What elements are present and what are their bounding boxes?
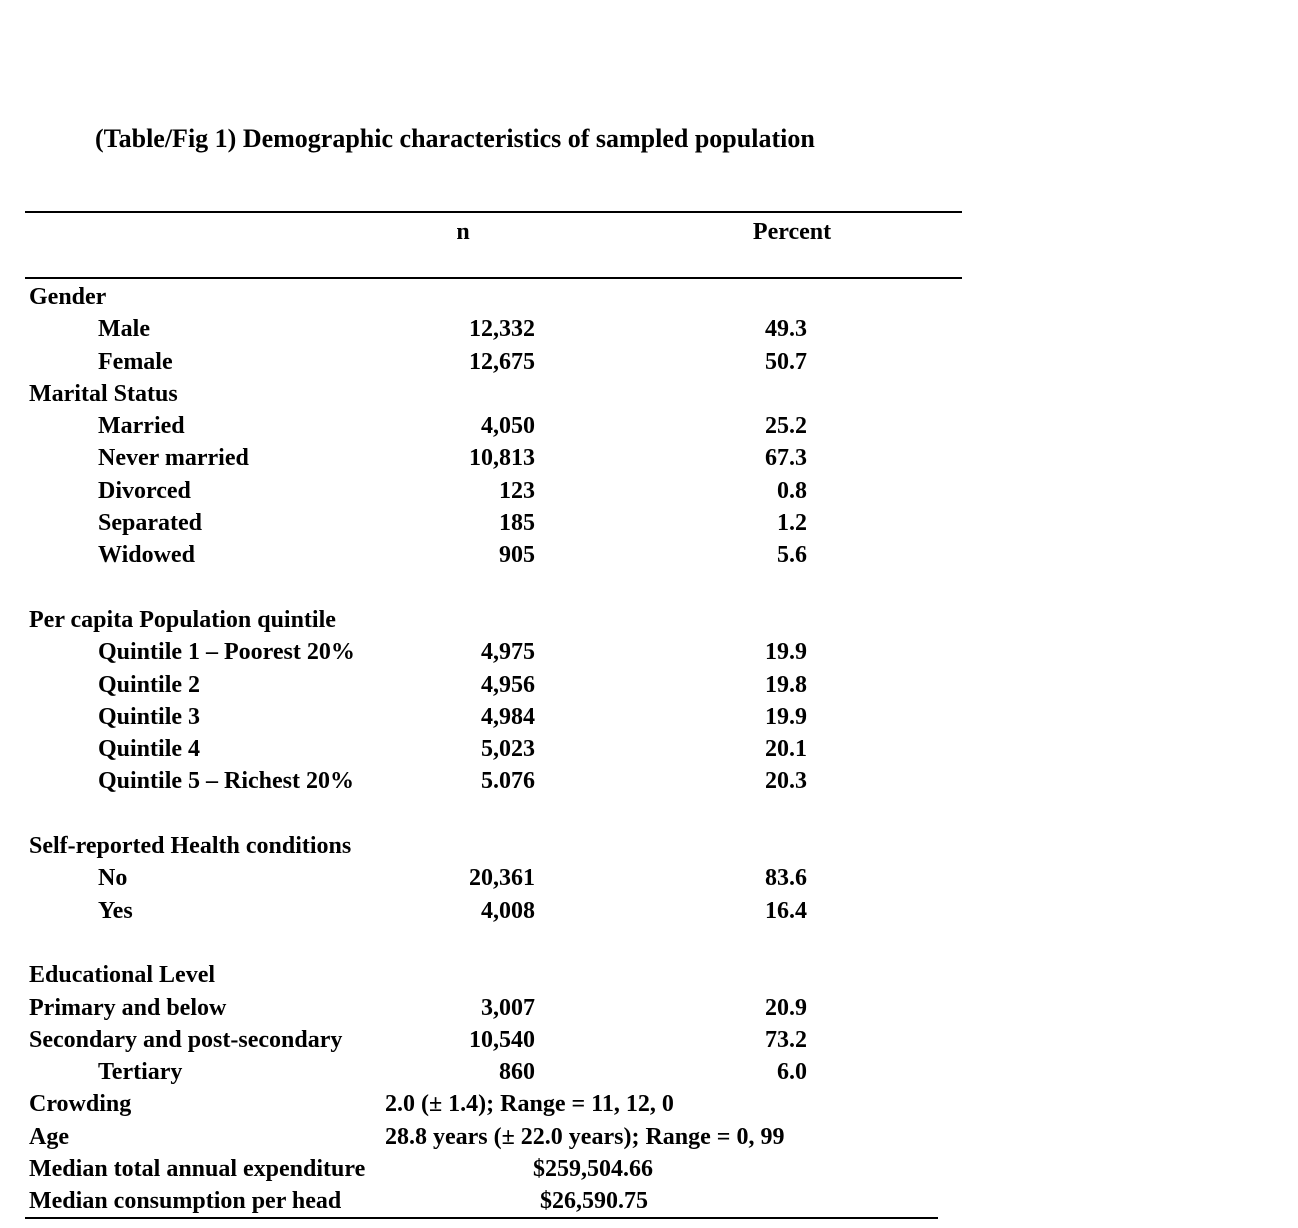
row-percent-value: 1.2 <box>777 510 807 537</box>
row-n-value: 5,023 <box>481 736 535 763</box>
row-percent-value: 19.8 <box>765 671 807 698</box>
row-label: Educational Level <box>29 962 216 989</box>
row-label: Marital Status <box>29 380 178 407</box>
column-header-percent: Percent <box>752 219 832 245</box>
row-percent-value: 83.6 <box>765 865 807 892</box>
row-n-value: 5.076 <box>481 768 535 795</box>
row-label: Divorced <box>98 477 191 504</box>
row-label: Gender <box>29 284 107 310</box>
row-label: Self-reported Health conditions <box>29 833 352 860</box>
table-row <box>25 1024 962 1056</box>
row-n-value: 4,956 <box>481 671 535 698</box>
row-n-value: 4,984 <box>481 703 535 730</box>
row-label: Separated <box>98 510 202 537</box>
row-label: Secondary and post-secondary <box>29 1026 343 1053</box>
table-row <box>25 1056 962 1088</box>
row-label: Age <box>29 1123 69 1150</box>
table-row <box>25 669 962 701</box>
table-row <box>25 346 962 378</box>
row-label: Quintile 4 <box>98 736 201 763</box>
row-label: Median consumption per head <box>29 1188 342 1215</box>
row-percent-value: 50.7 <box>765 348 807 375</box>
row-span-value: 28.8 years (± 22.0 years); Range = 0, 99 <box>385 1123 785 1150</box>
table-row <box>25 410 962 442</box>
table-title: (Table/Fig 1) Demographic characteristics of sampled population <box>95 124 815 153</box>
table-row <box>25 862 962 894</box>
row-label: Male <box>98 316 150 343</box>
row-label: Quintile 1 – Poorest 20% <box>98 639 355 666</box>
table-row <box>25 992 962 1024</box>
row-label: Crowding <box>29 1091 132 1118</box>
table-rows <box>25 281 962 1218</box>
row-n-value: 4,975 <box>481 639 535 666</box>
table-row <box>25 959 962 991</box>
row-percent-value: 16.4 <box>765 897 807 924</box>
table-row <box>25 636 962 668</box>
table-row <box>25 572 962 604</box>
table-row <box>25 733 962 765</box>
table-row <box>25 604 962 636</box>
row-label: Female <box>98 348 173 375</box>
row-n-value: 10,813 <box>469 445 535 472</box>
row-label: Tertiary <box>98 1059 183 1086</box>
row-n-value: 905 <box>499 542 535 569</box>
table-row <box>25 378 962 410</box>
row-label: Median total annual expenditure <box>29 1156 366 1183</box>
table-rule-top <box>25 211 962 213</box>
row-percent-value: 0.8 <box>777 477 807 504</box>
row-n-value: 185 <box>499 510 535 537</box>
row-n-value: 860 <box>499 1059 535 1086</box>
row-percent-value: 49.3 <box>765 316 807 343</box>
row-label: Quintile 5 – Richest 20% <box>98 768 354 795</box>
table-row <box>25 1088 962 1120</box>
table-row <box>25 1185 962 1217</box>
table-row <box>25 313 962 345</box>
table-row <box>25 1121 962 1153</box>
row-span-value: 2.0 (± 1.4); Range = 11, 12, 0 <box>385 1091 674 1118</box>
table-row <box>25 507 962 539</box>
row-label: Never married <box>98 445 249 472</box>
row-n-value: 12,332 <box>469 316 535 343</box>
row-label: Quintile 2 <box>98 671 201 698</box>
row-n-value: 20,361 <box>469 865 535 892</box>
table-row <box>25 830 962 862</box>
row-percent-value: 20.1 <box>765 736 807 763</box>
table-row <box>25 927 962 959</box>
table-row <box>25 701 962 733</box>
row-label: Per capita Population quintile <box>29 606 336 633</box>
table-rule-header <box>25 277 962 279</box>
row-label: Widowed <box>98 542 195 569</box>
row-label: Married <box>98 413 185 440</box>
table-row <box>25 281 962 313</box>
row-label: Quintile 3 <box>98 703 201 730</box>
table-row <box>25 539 962 571</box>
row-label: Yes <box>98 897 133 924</box>
row-n-value: 4,050 <box>481 413 535 440</box>
row-n-value: 12,675 <box>469 348 535 375</box>
demographics-table <box>25 211 962 1221</box>
row-n-value: 10,540 <box>469 1026 535 1053</box>
table-row <box>25 765 962 797</box>
row-percent-value: 19.9 <box>765 639 807 666</box>
column-header-n: n <box>456 219 470 245</box>
table-rule-bottom <box>25 1217 938 1219</box>
table-row <box>25 442 962 474</box>
row-percent-value: 6.0 <box>777 1059 807 1086</box>
row-percent-value: 20.3 <box>765 768 807 795</box>
row-percent-value: 5.6 <box>777 542 807 569</box>
table-row <box>25 1153 962 1185</box>
row-label: Primary and below <box>29 994 227 1021</box>
row-n-value: 3,007 <box>481 994 535 1021</box>
row-percent-value: 20.9 <box>765 994 807 1021</box>
row-label: No <box>98 865 128 892</box>
row-span-value: $259,504.66 <box>533 1156 653 1183</box>
row-span-value: $26,590.75 <box>540 1188 648 1215</box>
row-percent-value: 73.2 <box>765 1026 807 1053</box>
row-n-value: 123 <box>499 477 535 504</box>
table-row <box>25 798 962 830</box>
row-n-value: 4,008 <box>481 897 535 924</box>
row-percent-value: 19.9 <box>765 703 807 730</box>
row-percent-value: 25.2 <box>765 413 807 440</box>
table-row <box>25 895 962 927</box>
row-percent-value: 67.3 <box>765 445 807 472</box>
table-row <box>25 475 962 507</box>
